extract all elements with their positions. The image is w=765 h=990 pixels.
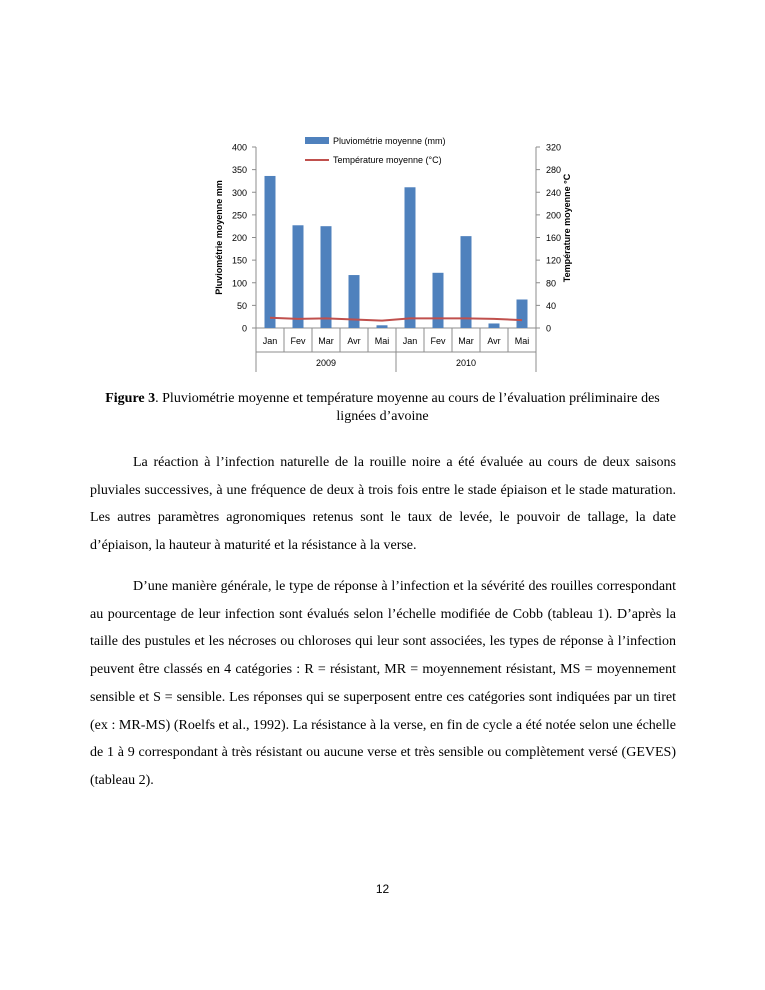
month-label: Fev (430, 336, 446, 346)
rainfall-bars (265, 176, 528, 328)
month-label: Mar (458, 336, 474, 346)
year-label: 2009 (315, 358, 337, 368)
month-label: Jan (402, 336, 418, 346)
figure-label: Figure 3 (105, 391, 156, 406)
left-tick-label: 150 (231, 255, 247, 266)
rainfall-bar (293, 225, 304, 328)
left-tick-label: 250 (231, 210, 247, 221)
right-tick-label: 320 (546, 142, 562, 153)
temperature-line (270, 318, 522, 321)
left-tick-label: 350 (231, 165, 247, 176)
left-tick-label: 100 (231, 278, 247, 289)
right-tick-label: 280 (546, 165, 562, 176)
rainfall-bar (405, 187, 416, 328)
legend-label-temperature: Température moyenne (°C) (333, 155, 442, 165)
figure-caption (90, 390, 675, 426)
month-label: Mai (374, 336, 390, 346)
left-tick-label: 200 (231, 233, 247, 243)
figure-caption-text: . Pluviométrie moyenne et température moyenne au cours de l’évaluation préliminaire des lignées d’avoine (155, 391, 660, 424)
rainfall-bar (461, 236, 472, 328)
rainfall-temperature-chart (0, 0, 765, 380)
right-axis-title: Température moyenne °C (562, 173, 572, 283)
month-label: Mar (318, 336, 334, 346)
month-label: Mai (514, 336, 530, 346)
page-number: 12 (375, 882, 390, 896)
right-tick-label: 0 (546, 323, 552, 334)
month-label: Avr (487, 336, 501, 346)
temperature-series-line (270, 318, 522, 321)
right-tick-label: 80 (546, 278, 557, 289)
rainfall-bar (377, 325, 388, 328)
month-label: Avr (347, 336, 361, 346)
left-tick-label: 400 (231, 142, 247, 153)
right-tick-label: 120 (546, 255, 562, 266)
rainfall-bar (433, 273, 444, 328)
left-tick-label: 300 (231, 187, 247, 198)
left-tick-label: 0 (241, 323, 247, 334)
month-label: Jan (262, 336, 278, 346)
right-tick-label: 160 (546, 233, 562, 243)
left-axis-title: Pluviométrie moyenne mm (214, 180, 224, 295)
paragraph-1: La réaction à l’infection naturelle de la rouille noire a été évaluée au cours de deux saisons pluviales successives, à une fréquence de deux à trois fois entre le stade épiaison et le stade maturation. Les autres paramètres agronomiques retenus sont le taux de levée, le pouvoir de tallage, la date d’épiaison, la hauteur à maturité et la résistance à la verse. (90, 455, 676, 554)
rainfall-bar (265, 176, 276, 328)
right-tick-label: 240 (546, 187, 562, 198)
rainfall-bar (489, 323, 500, 328)
left-tick-label: 50 (236, 300, 247, 311)
month-label: Fev (290, 336, 306, 346)
legend-label-rainfall: Pluviométrie moyenne (mm) (333, 136, 446, 146)
paragraph-2: D’une manière générale, le type de réponse à l’infection et la sévérité des rouilles correspondant au pourcentage de leur infection sont évalués selon l’échelle modifiée de Cobb (tableau 1). D’après la taille des pustules et les nécroses ou chloroses qui leur sont associées, les types de réponse à l’infection peuvent être classés en 4 catégories : R = résistant, MR = moyennement résistant, MS = moyennement sensible et S = sensible. Les réponses qui se superposent entre ces catégories sont indiquées par un tiret (ex : MR-MS) (Roelfs et al., 1992). La résistance à la verse, en fin de cycle a été notée selon une échelle de 1 à 9 correspondant à très résistant ou aucune verse et très sensible ou complètement versé (GEVES) (tableau 2). (90, 579, 676, 788)
year-label: 2010 (455, 358, 477, 368)
rainfall-bar (321, 226, 332, 328)
rainfall-bar (517, 299, 528, 328)
right-tick-label: 40 (546, 300, 557, 311)
right-tick-label: 200 (546, 210, 562, 221)
legend-swatch-rainfall (305, 137, 329, 144)
chart-legend (305, 136, 446, 165)
